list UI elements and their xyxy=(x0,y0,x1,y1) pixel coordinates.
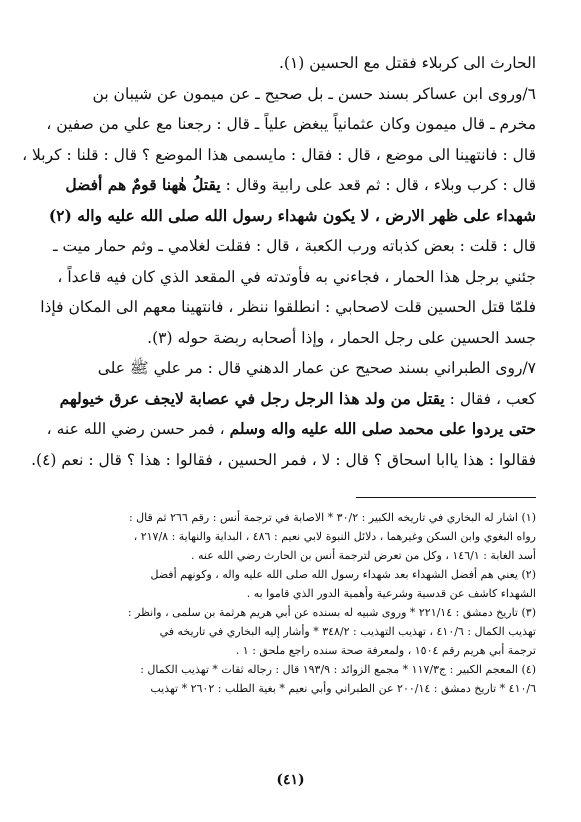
text-line: قال : قلت : بعض كذباته ورب الكعبة ، قال : فقلت لغلامي ـ وثم حمار ميت ـ xyxy=(53,237,536,255)
text-line xyxy=(52,384,536,415)
paragraph-6 xyxy=(22,79,536,354)
footnote-line: ترجمة أبي هريم رقم ١٥٠٤ ، ولمعرفة صحة سنده راجع ملحق : ١ . xyxy=(235,644,536,657)
paragraph-7 xyxy=(31,353,536,475)
text-line: جئني برجل هذا الحمار ، فجاءني به فأوتدته في المقعد الذي كان فيه قاعداً ، xyxy=(57,267,536,286)
footnote-line: أسد الغابة : ١٤٦/١ ، وكل من تعرض لترجمة أنس بن الحارث رضي الله عنه . xyxy=(191,549,536,562)
plain-text: ، فمر حسن رضي الله عنه ، xyxy=(46,420,225,438)
footnote-line: رواه البغوي وابن السكن وغيرهما ، دلائل النبوة لابي نعيم : ٤٨٦ ، البداية والنهاية : ٢١٧/٨ ، xyxy=(133,530,536,543)
bold-quote-line: شهداء على ظهر الارض ، لا يكون شهداء رسول الله صلى الله عليه واله (٢) xyxy=(48,205,536,225)
text-line: الحارث الى كربلاء فقتل مع الحسين (١). xyxy=(278,54,536,72)
plain-text: كعب ، فقال : xyxy=(449,389,536,408)
text-line: جسد الحسين على رجل الحمار ، وإذا أصحابه ربضة حوله (٣). xyxy=(147,328,536,347)
bold-quote: حتى يردوا على محمد صلى الله عليه واله وسلم xyxy=(229,419,536,438)
page-content xyxy=(22,48,536,698)
footnotes xyxy=(52,508,536,698)
footnote-line: ٤١٠/٦ * تاريخ دمشق : ٢٠٠/١٤ عن الطبراني وأبي نعيم * بغية الطلب : ٢٦٠٢ * تهذيب xyxy=(150,682,536,695)
text-line xyxy=(52,170,536,201)
footnote-line: الشهداء كاشف عن قدسية وشرعية وأهمية الدور الذي قاموا به . xyxy=(246,587,536,600)
text-line: ٧/روى الطبراني بسند صحيح عن عمار الدهني قال : مر علي ﷺ على xyxy=(97,359,536,377)
footnote-line: (٣) تاريخ دمشق : ٢٢١/١٤ * وروى شبيه له بسنده عن أبي هريم هرثمة بن سلمى ، وانظر : xyxy=(127,606,536,619)
footnote-line: (٤) المعجم الكبير : ج١١٧/٣ * مجمع الزوائد : ١٩٣/٩ قال : رجاله ثقات * تهذيب الكمال : xyxy=(140,663,536,676)
text-line xyxy=(46,414,536,445)
footnote-line: (١) اشار له البخاري في تاريخه الكبير : ٣٠/٢ * الاصابة في ترجمة أنس : رقم ٢٦٦ ثم قال : xyxy=(128,511,536,524)
text-line: فقالوا : هذا ياابا اسحاق ؟ قال : لا ، فمر الحسين ، فقالوا : هذا ؟ قال : نعم (٤). xyxy=(31,450,536,469)
page-number: (٤١) xyxy=(276,772,305,788)
text-line: فلمّا قتل الحسين قلت لاصحابي : انطلقوا ننظر ، فانتهينا معهم الى المكان فإذا xyxy=(40,298,536,316)
footnote-line: (٢) يعني هم أفضل الشهداء بعد شهداء رسول الله صلى الله عليه واله ، وكونهم أفضل xyxy=(150,568,536,581)
text-line: مخرم ـ قال ميمون وكان عثمانياً يبغض علياً ـ قال : رجعنا مع علي من صفين ، xyxy=(46,115,536,133)
bold-quote: يقتلُ هٰهنا قومٌ هم أفضل xyxy=(65,175,221,194)
plain-text: قال : كرب وبلاء ، قال : ثم قعد على رابية وقال : xyxy=(225,176,536,194)
footnote-divider xyxy=(356,497,536,498)
text-line: ٦/وروى ابن عساكر بسند حسن ـ بل صحيح ـ عن ميمون عن شيبان بن xyxy=(92,84,536,103)
text-line: قال : فانتهينا الى موضع ، قال : فقال : مايسمى هذا الموضع ؟ قال : قلنا : كربلا ، xyxy=(22,145,536,164)
bold-quote: يقتل من ولد هذا الرجل رجل في عصابة لايجف عرق خيولهم xyxy=(59,388,445,408)
footnote-line: تهذيب الكمال : ٤١٠/٦ ، تهذيب التهذيب : ٣٤٨/٢ * وأشار إليه البخاري في تاريخه في xyxy=(159,625,536,638)
